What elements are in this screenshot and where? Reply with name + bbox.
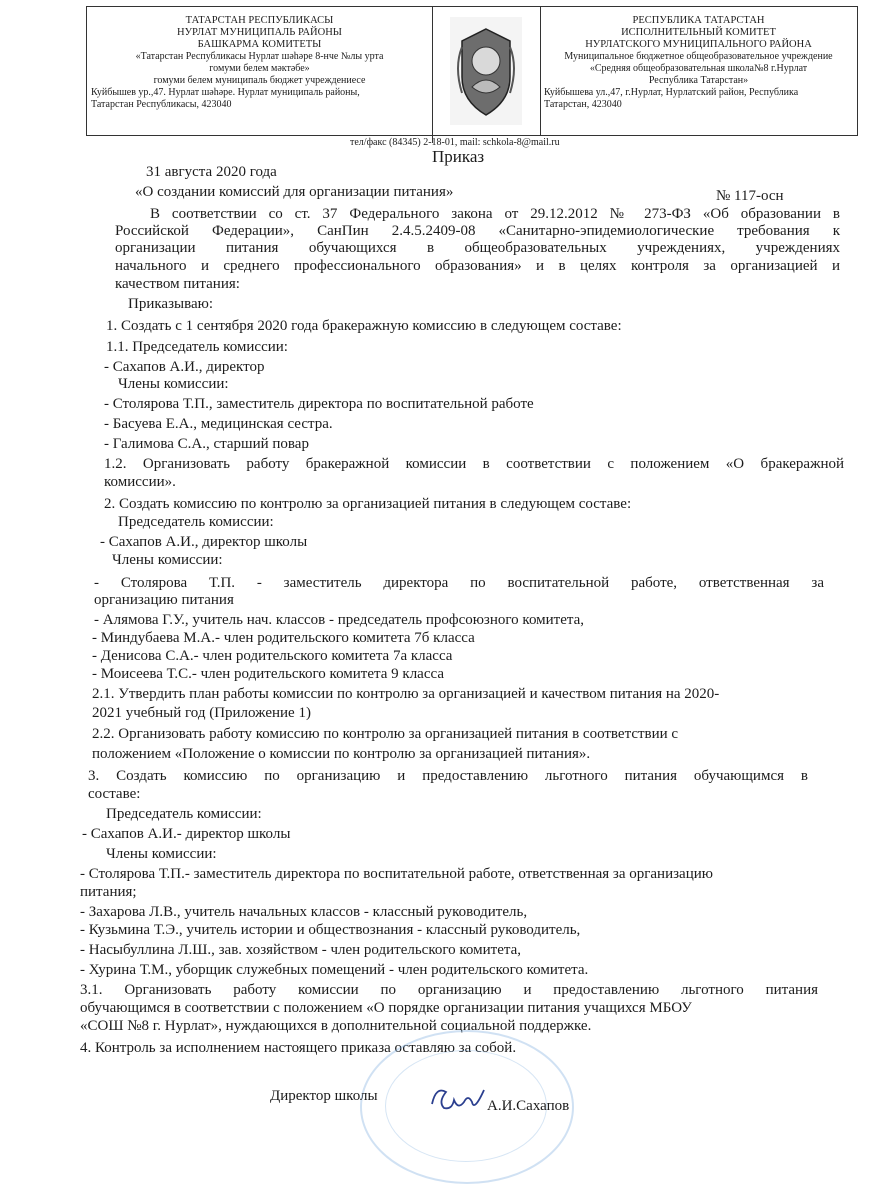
- signature-icon: [428, 1082, 488, 1118]
- section-line: - Столярова Т.П. - заместитель директора по воспитательной работе, ответственная за: [94, 575, 824, 591]
- section-line: - Миндубаева М.А.- член родительского комитета 7б класса: [92, 630, 475, 646]
- header-line: Муниципальное бюджетное общеобразовательное учреждение: [564, 51, 833, 62]
- section-line: - Насыбуллина Л.Ш., зав. хозяйством - член родительского комитета,: [80, 942, 522, 958]
- header-line: Татарстан Республикасы, 423040: [91, 99, 232, 110]
- section-line: - Столярова Т.П., заместитель директора по воспитательной работе: [104, 396, 534, 412]
- section-line: - Денисова С.А.- член родительского комитета 7а класса: [92, 648, 453, 664]
- signature-name: А.И.Сахапов: [487, 1098, 570, 1114]
- section-line: - Алямова Г.У., учитель нач. классов - председатель профсоюзного комитета,: [94, 612, 585, 628]
- section-line: организацию питания: [94, 592, 234, 608]
- header-line: Татарстан, 423040: [544, 99, 622, 110]
- header-line: НУРЛАТ МУНИЦИПАЛЬ РАЙОНЫ: [177, 27, 342, 38]
- header-line: БАШКАРМА КОМИТЕТЫ: [197, 39, 322, 50]
- header-line: «Средняя общеобразовательная школа№8 г.Нурлат: [589, 63, 808, 74]
- header-line: ИСПОЛНИТЕЛЬНЫЙ КОМИТЕТ: [621, 27, 776, 38]
- section-line: - Галимова С.А., старший повар: [104, 436, 309, 452]
- header-line: гомуми белем муниципаль бюджет учреждениесе: [153, 75, 366, 86]
- section-line: - Моисеева Т.С.- член родительского комитета 9 класса: [92, 666, 444, 682]
- header-line: ТАТАРСТАН РЕСПУБЛИКАСЫ: [185, 15, 334, 26]
- section-line: 2021 учебный год (Приложение 1): [92, 705, 311, 721]
- section-line: - Басуева Е.А., медицинская сестра.: [104, 416, 333, 432]
- section-line: составе:: [88, 786, 141, 802]
- preamble-line: В соответствии со ст. 37 Федерального закона от 29.12.2012 № 273-ФЗ «Об образовании в: [150, 206, 840, 222]
- header-line: РЕСПУБЛИКА ТАТАРСТАН: [632, 15, 765, 26]
- section-line: - Захарова Л.В., учитель начальных классов - классный руководитель,: [80, 904, 528, 920]
- section-line: обучающимся в соответствии с положением «О порядке организации питания учащихся МБОУ: [80, 1000, 692, 1016]
- section-3: 3. Создать комиссию по организацию и предоставлению льготного питания обучающимся в: [88, 768, 808, 784]
- coat-of-arms-cell: [432, 7, 541, 135]
- preamble-line: качеством питания:: [115, 276, 240, 292]
- section-line: - Сахапов А.И., директор школы: [100, 534, 308, 550]
- section-line: - Кузьмина Т.Э., учитель истории и обществознания - классный руководитель,: [80, 922, 581, 938]
- section-line: питания;: [80, 884, 137, 900]
- section-4: 4. Контроль за исполнением настоящего приказа оставляю за собой.: [80, 1040, 517, 1056]
- section-line: 2.2. Организовать работу комиссию по контролю за организацией питания в соответствии с: [92, 726, 679, 742]
- section-line: комиссии».: [104, 474, 176, 490]
- section-line: Члены комиссии:: [118, 376, 229, 392]
- section-line: - Сахапов А.И., директор: [104, 359, 265, 375]
- signature-position: Директор школы: [270, 1088, 378, 1104]
- document-subject: «О создании комиссий для организации питания»: [135, 184, 454, 200]
- preamble-line: организации питания обучающихся в общеобразовательных учреждениях, учреждениях: [115, 240, 840, 256]
- section-line: Члены комиссии:: [112, 552, 223, 568]
- document-title: Приказ: [432, 147, 485, 166]
- header-line: Республика Татарстан»: [648, 75, 749, 86]
- coat-of-arms-icon: [432, 7, 540, 135]
- preamble-line: начального и среднего профессионального образования» и в целях контроля за организацией и: [115, 258, 840, 274]
- header-line: НУРЛАТСКОГО МУНИЦИПАЛЬНОГО РАЙОНА: [585, 39, 812, 50]
- section-line: положением «Положение о комиссии по контролю за организацией питания».: [92, 746, 591, 762]
- section-line: Председатель комиссии:: [118, 514, 274, 530]
- header-line: Куйбышев ур.,47. Нурлат шәһәре. Нурлат муниципаль районы,: [91, 87, 360, 98]
- section-line: «СОШ №8 г. Нурлат», нуждающихся в дополнительной социальной поддержке.: [80, 1018, 592, 1034]
- contact-line: тел/факс (84345) 2-18-01, mail: schkola-8@mail.ru: [350, 137, 560, 148]
- section-line: - Сахапов А.И.- директор школы: [82, 826, 291, 842]
- section-line: 1.2. Организовать работу бракеражной комиссии в соответствии с положением «О бракеражной: [104, 456, 844, 472]
- letterhead: [86, 6, 858, 136]
- preamble-line: Российской Федерации», СанПин 2.4.5.2409-08 «Санитарно-эпидемиологические требования к: [115, 223, 840, 239]
- section-line: Члены комиссии:: [106, 846, 217, 862]
- document-date: 31 августа 2020 года: [146, 164, 277, 180]
- section-line: 2.1. Утвердить план работы комиссии по контролю за организацией и качеством питания на 2020-: [92, 686, 720, 702]
- section-line: - Столярова Т.П.- заместитель директора по воспитательной работе, ответственная за организацию: [80, 866, 713, 882]
- letterhead-russian: [540, 7, 857, 143]
- letterhead-tatar: [87, 7, 433, 143]
- section-line: 1.1. Председатель комиссии:: [106, 339, 288, 355]
- header-line: «Татарстан Республикасы Нурлат шәһәре 8-нче №лы урта: [135, 51, 384, 62]
- section-line: Председатель комиссии:: [106, 806, 262, 822]
- order-word: Приказываю:: [128, 296, 213, 312]
- section-1: 1. Создать с 1 сентября 2020 года бракеражную комиссию в следующем составе:: [106, 318, 622, 334]
- section-line: 3.1. Организовать работу комиссии по организацию и предоставлению льготного питания: [80, 982, 818, 998]
- header-line: гомуми белем мәктәбе»: [209, 63, 310, 74]
- header-line: Куйбышева ул.,47, г.Нурлат, Нурлатский район, Республика: [544, 87, 799, 98]
- section-line: - Хурина Т.М., уборщик служебных помещений - член родительского комитета.: [80, 962, 589, 978]
- document-number: № 117-осн: [716, 188, 784, 204]
- section-2: 2. Создать комиссию по контролю за организацией питания в следующем составе:: [104, 496, 632, 512]
